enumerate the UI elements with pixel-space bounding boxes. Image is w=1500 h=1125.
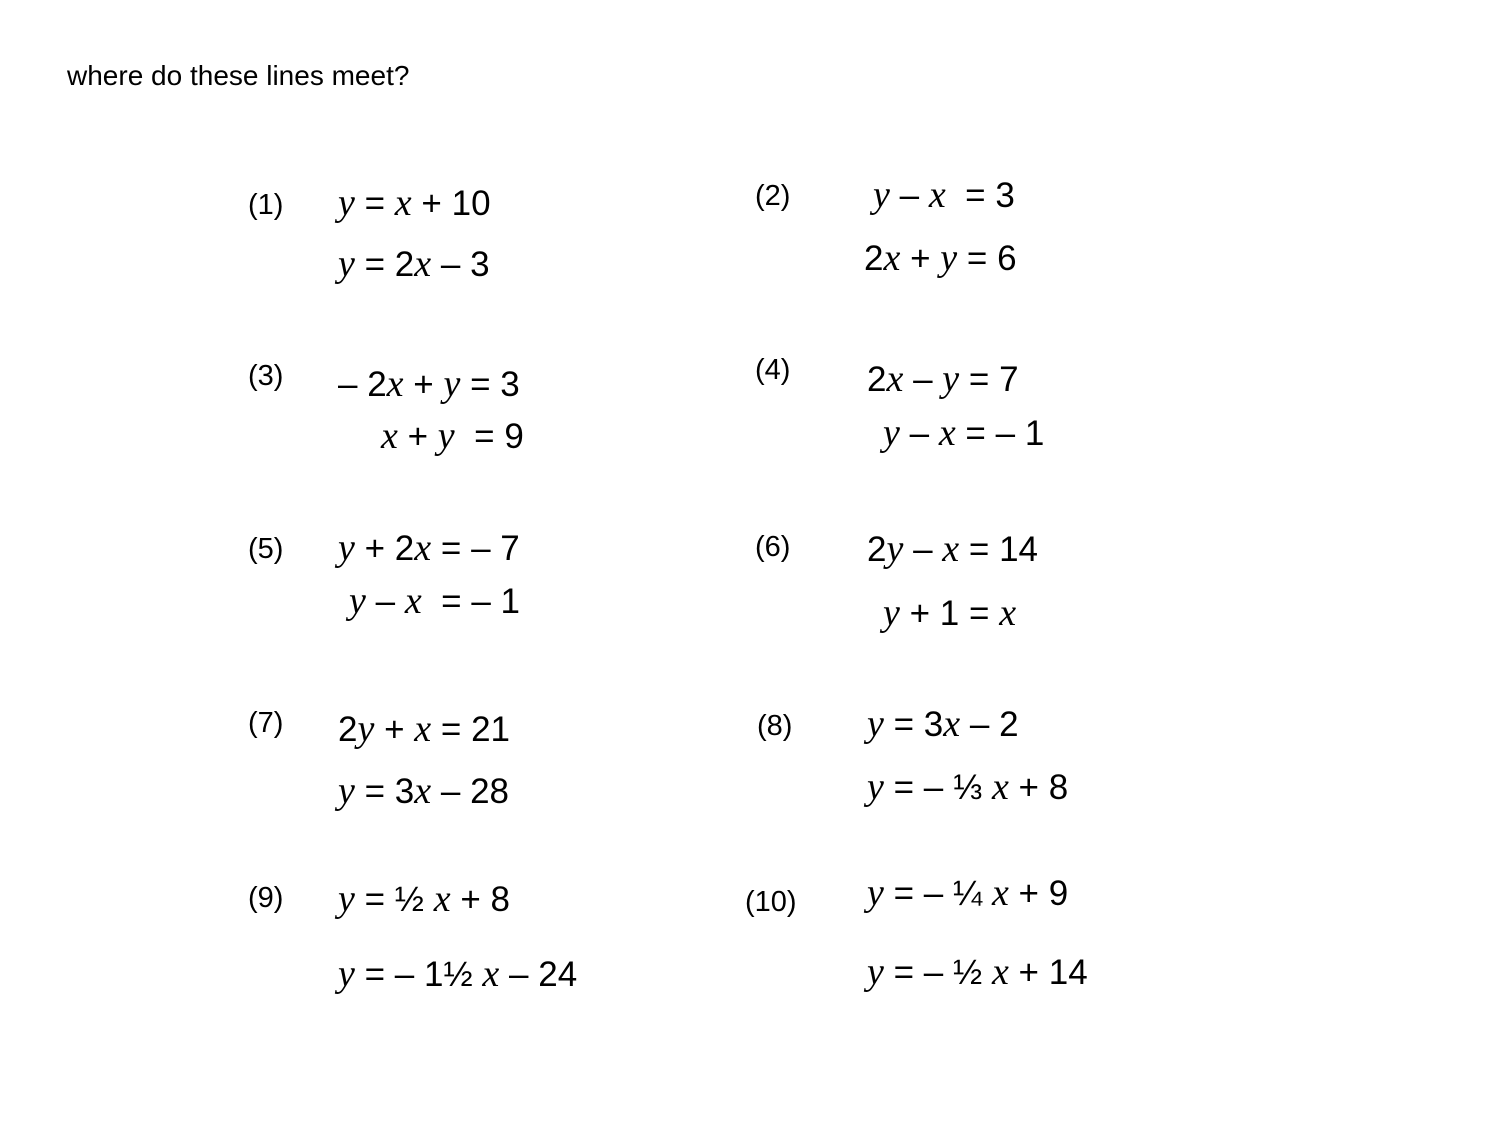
variable-y: y	[867, 766, 884, 808]
problem-label: (6)	[755, 531, 791, 563]
variable-y: y	[338, 878, 355, 920]
variable-x: x	[386, 363, 404, 405]
variable-x: x	[928, 174, 946, 216]
variable-x: x	[999, 592, 1017, 634]
problem-label: (8)	[757, 710, 793, 742]
problem-label: (3)	[248, 360, 284, 392]
variable-y: y	[338, 770, 355, 812]
variable-x: x	[991, 951, 1009, 993]
variable-y: y	[940, 237, 958, 279]
equation: y = – 1½ x – 24	[338, 953, 578, 995]
equation: y = – ¼ x + 9	[867, 872, 1069, 914]
equation: y = 3x – 2	[867, 703, 1019, 745]
problem-label: (7)	[248, 707, 284, 739]
equation: y = 3x – 28	[338, 770, 510, 812]
equation: y – x = – 1	[349, 580, 521, 622]
equation: 2y + x = 21	[338, 708, 510, 750]
equation: 2x + y = 6	[864, 237, 1017, 279]
variable-y: y	[886, 528, 904, 570]
variable-x: x	[883, 237, 901, 279]
problem-label: (5)	[248, 533, 284, 565]
variable-y: y	[867, 872, 884, 914]
problem-label: (2)	[755, 180, 791, 212]
variable-x: x	[414, 527, 432, 569]
variable-x: x	[943, 703, 961, 745]
variable-y: y	[942, 358, 960, 400]
variable-y: y	[883, 412, 900, 454]
variable-y: y	[437, 415, 455, 457]
variable-x: x	[433, 878, 451, 920]
variable-x: x	[991, 872, 1009, 914]
problem-label: (10)	[745, 886, 797, 918]
variable-y: y	[357, 708, 375, 750]
equation: – 2x + y = 3	[338, 363, 520, 405]
variable-y: y	[338, 243, 355, 285]
equation: y – x = – 1	[883, 412, 1045, 454]
variable-x: x	[414, 243, 432, 285]
problem-label: (1)	[248, 189, 284, 221]
variable-x: x	[404, 580, 422, 622]
variable-y: y	[443, 363, 461, 405]
variable-x: x	[414, 770, 432, 812]
variable-y: y	[867, 703, 884, 745]
equation: x + y = 9	[381, 415, 524, 457]
variable-y: y	[338, 182, 355, 224]
variable-x: x	[394, 182, 412, 224]
variable-y: y	[338, 953, 355, 995]
variable-x: x	[938, 412, 956, 454]
equation: y + 2x = – 7	[338, 527, 520, 569]
equation: y + 1 = x	[883, 592, 1017, 634]
variable-y: y	[867, 951, 884, 993]
variable-y: y	[338, 527, 355, 569]
equation: y = – ½ x + 14	[867, 951, 1088, 993]
problem-label: (9)	[248, 882, 284, 914]
equation: y = 2x – 3	[338, 243, 490, 285]
variable-x: x	[991, 766, 1009, 808]
equation: y – x = 3	[873, 174, 1015, 216]
variable-x: x	[381, 415, 398, 457]
variable-y: y	[873, 174, 890, 216]
variable-x: x	[886, 358, 904, 400]
variable-y: y	[883, 592, 900, 634]
variable-x: x	[482, 953, 500, 995]
equation: y = ½ x + 8	[338, 878, 510, 920]
problem-label: (4)	[755, 354, 791, 386]
variable-x: x	[942, 528, 960, 570]
equation: y = x + 10	[338, 182, 491, 224]
worksheet-title: where do these lines meet?	[67, 60, 410, 91]
variable-y: y	[349, 580, 366, 622]
equation: 2y – x = 14	[867, 528, 1039, 570]
equation: y = – ⅓ x + 8	[867, 766, 1069, 808]
equation: 2x – y = 7	[867, 358, 1019, 400]
variable-x: x	[414, 708, 432, 750]
